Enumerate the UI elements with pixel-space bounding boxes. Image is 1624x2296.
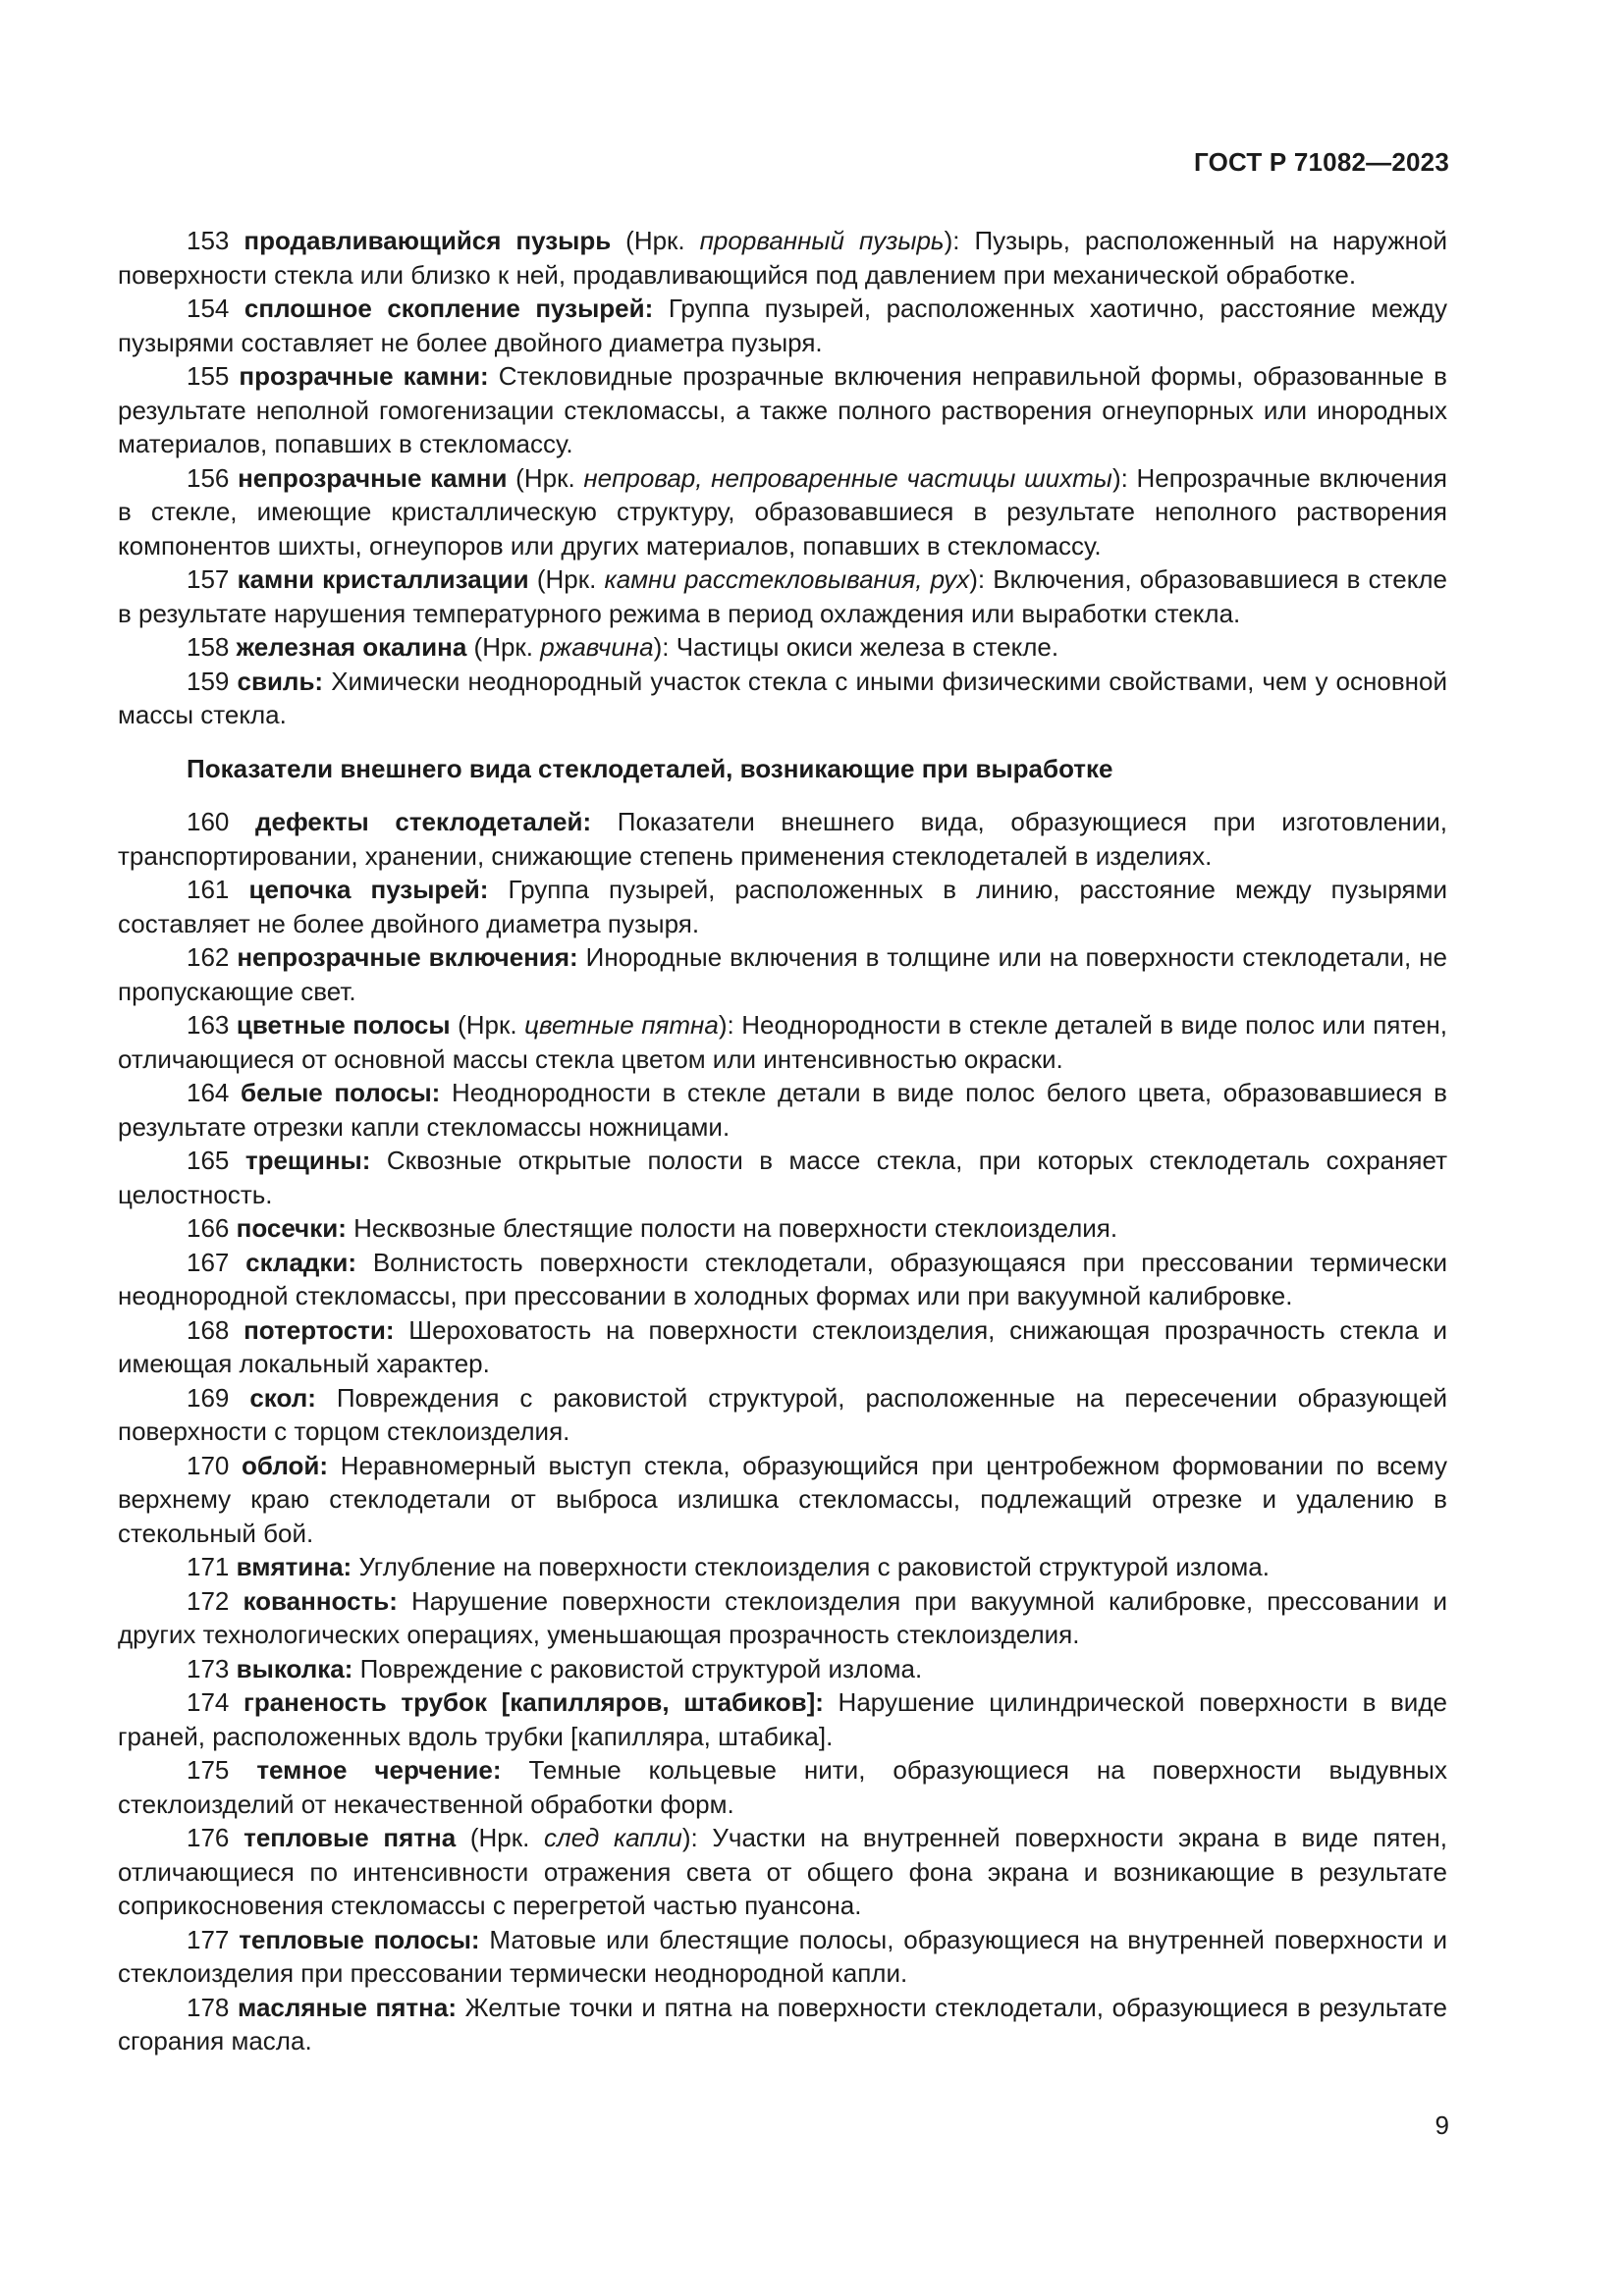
- term-definition: Сквозные открытые полости в массе стекла, при которых стеклодеталь сохраняет целостность.: [118, 1146, 1447, 1209]
- term-number: 156: [187, 462, 230, 493]
- term-name: тепловые пятна: [244, 1823, 457, 1852]
- term-entry: [118, 630, 1447, 665]
- term-definition: Несквозные блестящие полости на поверхности стеклоизделия.: [353, 1213, 1118, 1243]
- term-list-production-defects: [118, 805, 1447, 2058]
- term-entry: [118, 1211, 1447, 1246]
- term-definition: Нарушение поверхности стеклоизделия при вакуумной калибровке, прессовании и других технологических операциях, уменьшающая прозрачность стеклоизделия.: [118, 1585, 1447, 1649]
- term-entry: [118, 1652, 1447, 1686]
- term-definition: Показатели внешнего вида, образующиеся при изготовлении, транспортировании, хранении, снижающие степень применения стеклодеталей в изделиях.: [118, 807, 1447, 871]
- term-entry: [118, 1381, 1447, 1449]
- term-definition: Участки на внутренней поверхности экрана в виде пятен, отличающиеся по интенсивности отражения света от общего фона экрана и возникающие в результате соприкосновения стекломассы с перегретой частью пуансона.: [118, 1823, 1447, 1920]
- section-title: Показатели внешнего вида стеклодеталей, возникающие при выработке: [187, 753, 1113, 783]
- term-number: 165: [187, 1146, 230, 1175]
- term-name: прозрачные камни:: [239, 361, 489, 391]
- term-name: непрозрачные включения:: [237, 942, 578, 972]
- synonym-prefix: (Нрк.: [528, 564, 605, 594]
- synonym-suffix: [440, 1078, 452, 1107]
- term-entry: [118, 1821, 1447, 1923]
- term-definition: Химически неоднородный участок стекла с иными физическими свойствами, чем у основной массы стекла.: [118, 666, 1447, 729]
- synonym-suffix: [653, 294, 669, 323]
- term-number: 154: [187, 294, 230, 323]
- synonym-suffix: [352, 1654, 359, 1683]
- term-entry: [118, 805, 1447, 873]
- synonym-suffix: ):: [944, 226, 975, 255]
- term-number: 166: [187, 1213, 230, 1243]
- term-entry: [118, 1313, 1447, 1381]
- term-number: 164: [187, 1078, 230, 1107]
- synonym-suffix: [489, 361, 499, 391]
- term-name: цепочка пузырей:: [248, 875, 489, 904]
- document-body: [118, 224, 1447, 2058]
- deprecated-synonym: непровар, непроваренные частицы шихты: [583, 462, 1112, 493]
- term-definition: Группа пузырей, расположенных в линию, расстояние между пузырями составляет не более двойного диаметра пузыря.: [118, 875, 1447, 938]
- term-name: непрозрачные камни: [238, 462, 508, 493]
- term-name: облой:: [242, 1450, 329, 1480]
- term-name: камни кристаллизации: [237, 564, 529, 594]
- term-number: 158: [187, 632, 230, 662]
- term-entry: [118, 562, 1447, 630]
- synonym-suffix: [398, 1586, 411, 1616]
- synonym-suffix: [328, 1451, 341, 1480]
- term-name: граненость трубок [капилляров, штабиков]:: [243, 1687, 824, 1717]
- synonym-suffix: [591, 807, 618, 836]
- term-definition: Инородные включения в толщине или на поверхности стеклодетали, не пропускающие свет.: [118, 942, 1447, 1006]
- term-entry: [118, 1923, 1447, 1991]
- term-number: 171: [187, 1552, 230, 1581]
- document-code: ГОСТ Р 71082—2023: [1194, 147, 1449, 177]
- term-name: белые полосы:: [241, 1078, 441, 1107]
- term-definition: Стекловидные прозрачные включения неправильной формы, образованные в результате неполной гомогенизации стекломассы, а также полного растворения огнеупорных или инородных материалов, попавших в стекломассу.: [118, 361, 1447, 458]
- term-number: 170: [187, 1450, 230, 1480]
- term-name: дефекты стеклодеталей:: [254, 807, 592, 836]
- term-definition: Темные кольцевые нити, образующиеся на поверхности выдувных стеклоизделий от некачественной обработки форм.: [118, 1755, 1447, 1819]
- synonym-suffix: ):: [1111, 462, 1137, 493]
- term-number: 161: [187, 875, 230, 904]
- term-number: 163: [187, 1010, 230, 1040]
- deprecated-synonym: цветные пятна: [524, 1010, 719, 1040]
- term-entry: [118, 292, 1447, 359]
- term-number: 159: [187, 666, 230, 696]
- term-entry: [118, 1076, 1447, 1144]
- term-definition: Волнистость поверхности стеклодетали, образующаяся при прессовании термически неоднородной стекломассы, при прессовании в холодных формах или при вакуумной калибровке.: [118, 1247, 1448, 1310]
- synonym-suffix: [356, 1248, 373, 1277]
- deprecated-synonym: ржавчина: [540, 632, 654, 662]
- term-name: вмятина:: [236, 1552, 352, 1581]
- synonym-suffix: ):: [718, 1010, 742, 1040]
- term-definition: Пузырь, расположенный на наружной поверхности стекла или близко к ней, продавливающийся под давлением при механической обработке.: [118, 226, 1447, 290]
- term-name: свиль:: [237, 666, 324, 696]
- synonym-prefix: (Нрк.: [466, 632, 541, 662]
- term-entry: [118, 1991, 1447, 2058]
- term-entry: [118, 1685, 1447, 1753]
- synonym-suffix: ):: [969, 564, 994, 594]
- term-number: 174: [187, 1687, 230, 1717]
- term-entry: [118, 1753, 1447, 1821]
- term-entry: [118, 1550, 1447, 1584]
- synonym-suffix: [502, 1755, 529, 1785]
- term-number: 168: [187, 1314, 230, 1345]
- page-number: 9: [1435, 2110, 1449, 2140]
- term-number: 178: [187, 1992, 230, 2022]
- term-entry: [118, 873, 1447, 940]
- synonym-prefix: (Нрк.: [456, 1823, 545, 1852]
- synonym-suffix: [316, 1383, 337, 1413]
- term-number: 162: [187, 942, 230, 972]
- term-number: 155: [187, 361, 230, 391]
- term-definition: Повреждение с раковистой структурой излома.: [359, 1653, 923, 1683]
- term-number: 160: [187, 807, 230, 836]
- synonym-suffix: [824, 1687, 839, 1717]
- synonym-suffix: [480, 1925, 490, 1954]
- deprecated-synonym: камни расстекловывания, рух: [604, 564, 970, 594]
- term-name: сплошное скопление пузырей:: [244, 294, 654, 323]
- term-name: тепловые полосы:: [239, 1924, 480, 1954]
- synonym-suffix: [488, 875, 508, 904]
- term-list-inclusions: [118, 224, 1447, 732]
- term-definition: Группа пузырей, расположенных хаотично, расстояние между пузырями составляет не более двойного диаметра пузыря.: [118, 294, 1447, 357]
- term-name: кованность:: [243, 1585, 398, 1616]
- term-definition: Углубление на поверхности стеклоизделия с раковистой структурой излома.: [358, 1552, 1270, 1581]
- term-entry: [118, 1449, 1447, 1551]
- term-name: масляные пятна:: [238, 1992, 457, 2022]
- term-number: 172: [187, 1585, 230, 1616]
- deprecated-synonym: прорванный пузырь: [699, 226, 945, 255]
- term-number: 167: [187, 1247, 230, 1277]
- term-name: темное черчение:: [256, 1755, 502, 1785]
- synonym-suffix: ):: [653, 632, 677, 662]
- term-name: продавливающийся пузырь: [244, 226, 612, 255]
- term-entry: [118, 461, 1447, 563]
- term-definition: Матовые или блестящие полосы, образующиеся на внутренней поверхности и стеклоизделия при прессовании термически неоднородной капли.: [118, 1924, 1447, 1988]
- term-entry: [118, 1246, 1447, 1313]
- synonym-suffix: [578, 942, 586, 972]
- term-name: складки:: [245, 1247, 357, 1277]
- term-definition: Включения, образовавшиеся в стекле в результате нарушения температурного режима в период охлаждения или выработки стекла.: [118, 564, 1447, 628]
- term-entry: [118, 224, 1447, 292]
- term-number: 173: [187, 1653, 230, 1683]
- term-entry: [118, 1008, 1447, 1076]
- term-name: скол:: [249, 1382, 316, 1413]
- term-name: трещины:: [244, 1146, 371, 1175]
- term-name: потертости:: [244, 1314, 395, 1345]
- term-definition: Повреждения с раковистой структурой, расположенные на пересечении образующей поверхности с торцом стеклоизделия.: [118, 1382, 1448, 1446]
- term-name: посечки:: [236, 1213, 347, 1243]
- term-number: 157: [187, 564, 230, 594]
- term-entry: [118, 665, 1447, 732]
- term-definition: Неоднородности в стекле детали в виде полос белого цвета, образовавшиеся в результате отрезки капли стекломассы ножницами.: [118, 1078, 1447, 1142]
- synonym-suffix: [370, 1146, 386, 1175]
- term-definition: Частицы окиси железа в стекле.: [676, 632, 1059, 662]
- term-definition: Желтые точки и пятна на поверхности стеклодетали, образующиеся в результате сгорания масла.: [118, 1992, 1447, 2056]
- synonym-prefix: (Нрк.: [450, 1010, 525, 1040]
- term-name: выколка:: [236, 1653, 353, 1683]
- synonym-suffix: [323, 667, 331, 696]
- term-definition: Непрозрачные включения в стекле, имеющие кристаллическую структуру, образовавшиеся в результате неполного растворения компонентов шихты, огнеупоров или других материалов, попавших в стекломассу.: [118, 462, 1447, 561]
- term-name: цветные полосы: [236, 1010, 451, 1040]
- term-name: железная окалина: [236, 632, 467, 662]
- synonym-prefix: (Нрк.: [507, 462, 584, 493]
- term-number: 175: [187, 1755, 230, 1785]
- term-definition: Шероховатость на поверхности стеклоизделия, снижающая прозрачность стекла и имеющая локальный характер.: [118, 1314, 1447, 1378]
- term-number: 169: [187, 1382, 230, 1413]
- term-entry: [118, 1144, 1447, 1211]
- synonym-prefix: (Нрк.: [611, 226, 700, 255]
- term-definition: Неравномерный выступ стекла, образующийся при центробежном формовании по всему верхнему краю стеклодетали от выброса излишка стекломассы, подлежащий отрезке и удалению в стекольный бой.: [118, 1450, 1447, 1548]
- term-definition: Неоднородности в стекле деталей в виде полос или пятен, отличающиеся от основной массы стекла цветом или интенсивностью окраски.: [118, 1010, 1448, 1074]
- deprecated-synonym: след капли: [544, 1823, 682, 1852]
- term-definition: Нарушение цилиндрической поверхности в виде граней, расположенных вдоль трубки [капилляра, штабика].: [118, 1687, 1447, 1751]
- term-entry: [118, 359, 1447, 461]
- synonym-suffix: ):: [681, 1823, 713, 1852]
- term-number: 153: [187, 226, 230, 255]
- synonym-suffix: [457, 1993, 465, 2022]
- term-number: 176: [187, 1823, 230, 1852]
- term-entry: [118, 940, 1447, 1008]
- term-number: 177: [187, 1924, 230, 1954]
- synonym-suffix: [395, 1315, 409, 1345]
- term-entry: [118, 1584, 1447, 1652]
